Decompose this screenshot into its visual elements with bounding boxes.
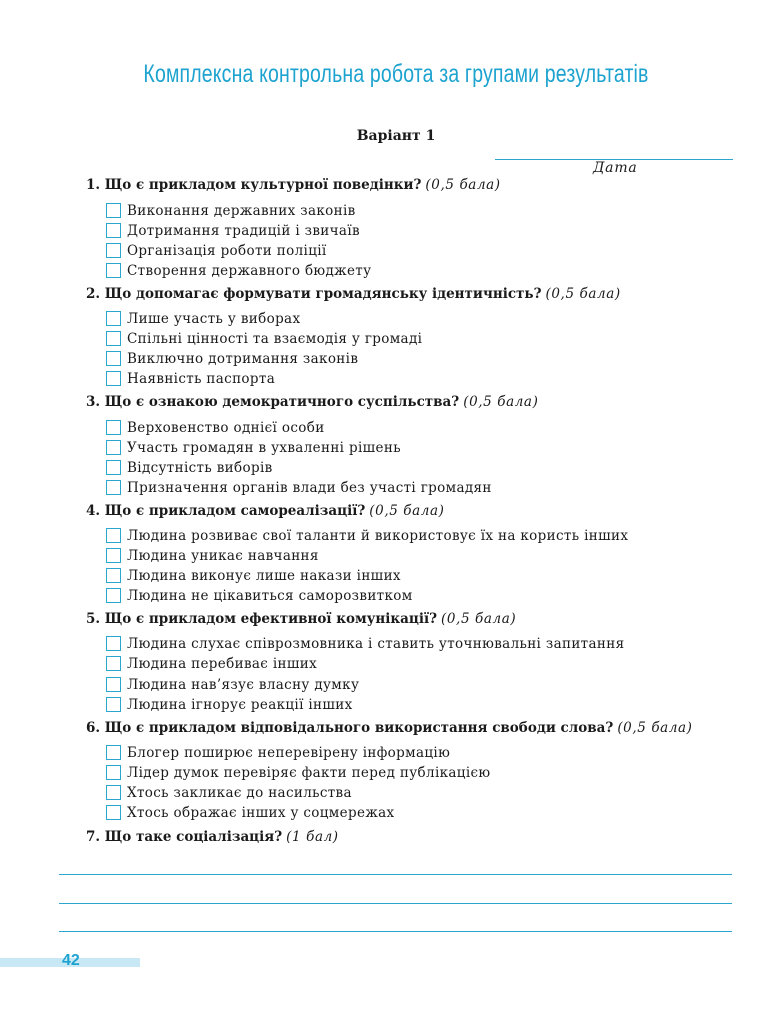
answer-line[interactable] bbox=[59, 874, 732, 875]
option-label: Людина не цікавиться саморозвитком bbox=[127, 587, 413, 604]
option-6-2[interactable] bbox=[106, 763, 491, 782]
checkbox[interactable] bbox=[106, 203, 121, 218]
option-label: Призначення органів влади без участі громадян bbox=[127, 479, 492, 496]
option-label: Виконання державних законів bbox=[127, 202, 356, 219]
option-label: Хтось ображає інших у соцмережах bbox=[127, 804, 395, 821]
option-2-2[interactable] bbox=[106, 329, 422, 348]
option-label: Спільні цінності та взаємодія у громаді bbox=[127, 330, 423, 347]
question-points: (0,5 бала) bbox=[545, 286, 621, 302]
answer-line[interactable] bbox=[59, 903, 732, 904]
date-label: Дата bbox=[593, 160, 638, 176]
option-3-4[interactable] bbox=[106, 478, 492, 497]
option-6-1[interactable] bbox=[106, 743, 450, 762]
option-label: Дотримання традицій і звичаїв bbox=[127, 222, 360, 239]
option-2-1[interactable] bbox=[106, 309, 300, 328]
option-4-4[interactable] bbox=[106, 586, 413, 605]
checkbox[interactable] bbox=[106, 785, 121, 800]
option-label: Виключно дотримання законів bbox=[127, 350, 359, 367]
question-6 bbox=[86, 720, 693, 736]
option-6-3[interactable] bbox=[106, 783, 352, 802]
question-text: 4. Що є прикладом самореалізації? bbox=[86, 503, 366, 519]
question-5 bbox=[86, 611, 516, 627]
checkbox[interactable] bbox=[106, 331, 121, 346]
option-3-2[interactable] bbox=[106, 438, 401, 457]
option-label: Людина виконує лише накази інших bbox=[127, 567, 401, 584]
option-label: Верховенство однієї особи bbox=[127, 419, 325, 436]
answer-line[interactable] bbox=[59, 931, 732, 932]
option-5-1[interactable] bbox=[106, 634, 624, 653]
option-label: Людина перебиває інших bbox=[127, 655, 318, 672]
option-label: Людина ігнорує реакції інших bbox=[127, 696, 353, 713]
checkbox[interactable] bbox=[106, 656, 121, 671]
option-label: Хтось закликає до насильства bbox=[127, 784, 352, 801]
checkbox[interactable] bbox=[106, 548, 121, 563]
option-4-2[interactable] bbox=[106, 546, 319, 565]
option-1-3[interactable] bbox=[106, 241, 327, 260]
option-3-3[interactable] bbox=[106, 458, 273, 477]
question-points: (0,5 бала) bbox=[617, 720, 693, 736]
checkbox[interactable] bbox=[106, 568, 121, 583]
question-text: 1. Що є прикладом культурної поведінки? bbox=[86, 177, 422, 193]
option-label: Наявність паспорта bbox=[127, 370, 276, 387]
question-text: 7. Що таке соціалізація? bbox=[86, 829, 283, 845]
checkbox[interactable] bbox=[106, 311, 121, 326]
question-3 bbox=[86, 394, 538, 410]
option-label: Людина слухає співрозмовника і ставить уточнювальні запитання bbox=[127, 635, 625, 652]
checkbox[interactable] bbox=[106, 745, 121, 760]
checkbox[interactable] bbox=[106, 263, 121, 278]
question-text: 3. Що є ознакою демократичного суспільства? bbox=[86, 394, 460, 410]
option-6-4[interactable] bbox=[106, 803, 394, 822]
option-label: Людина уникає навчання bbox=[127, 547, 319, 564]
option-label: Організація роботи поліції bbox=[127, 242, 327, 259]
question-text: 5. Що є прикладом ефективної комунікації? bbox=[86, 611, 437, 627]
question-4 bbox=[86, 503, 445, 519]
checkbox[interactable] bbox=[106, 243, 121, 258]
option-5-2[interactable] bbox=[106, 654, 317, 673]
checkbox[interactable] bbox=[106, 697, 121, 712]
option-label: Створення державного бюджету bbox=[127, 262, 372, 279]
question-text: 2. Що допомагає формувати громадянську ідентичність? bbox=[86, 286, 542, 302]
checkbox[interactable] bbox=[106, 440, 121, 455]
checkbox[interactable] bbox=[106, 351, 121, 366]
checkbox[interactable] bbox=[106, 460, 121, 475]
option-label: Блогер поширює неперевірену інформацію bbox=[127, 744, 451, 761]
page-title: Комплексна контрольна робота за групами результатів bbox=[143, 60, 649, 88]
checkbox[interactable] bbox=[106, 528, 121, 543]
question-points: (0,5 бала) bbox=[425, 177, 501, 193]
question-2 bbox=[86, 286, 621, 302]
checkbox[interactable] bbox=[106, 480, 121, 495]
option-label: Лідер думок перевіряє факти перед публікацією bbox=[127, 764, 491, 781]
checkbox[interactable] bbox=[106, 371, 121, 386]
variant-heading: Варіант 1 bbox=[356, 128, 436, 144]
option-1-1[interactable] bbox=[106, 201, 356, 220]
checkbox[interactable] bbox=[106, 420, 121, 435]
page-number: 42 bbox=[62, 952, 80, 969]
question-points: (0,5 бала) bbox=[441, 611, 517, 627]
question-points: (0,5 бала) bbox=[463, 394, 539, 410]
option-1-2[interactable] bbox=[106, 221, 360, 240]
option-2-4[interactable] bbox=[106, 369, 275, 388]
checkbox[interactable] bbox=[106, 765, 121, 780]
option-label: Участь громадян в ухваленні рішень bbox=[127, 439, 401, 456]
option-label: Людина розвиває свої таланти й використовує їх на користь інших bbox=[127, 527, 629, 544]
option-label: Відсутність виборів bbox=[127, 459, 273, 476]
checkbox[interactable] bbox=[106, 588, 121, 603]
option-4-3[interactable] bbox=[106, 566, 401, 585]
question-text: 6. Що є прикладом відповідального використання свободи слова? bbox=[86, 720, 614, 736]
option-5-3[interactable] bbox=[106, 675, 359, 694]
checkbox[interactable] bbox=[106, 677, 121, 692]
question-points: (0,5 бала) bbox=[369, 503, 445, 519]
option-3-1[interactable] bbox=[106, 418, 325, 437]
checkbox[interactable] bbox=[106, 805, 121, 820]
question-7 bbox=[86, 829, 339, 845]
question-1 bbox=[86, 177, 501, 193]
option-1-4[interactable] bbox=[106, 261, 371, 280]
option-label: Лише участь у виборах bbox=[127, 310, 301, 327]
checkbox[interactable] bbox=[106, 223, 121, 238]
question-points: (1 бал) bbox=[286, 829, 339, 845]
option-5-4[interactable] bbox=[106, 695, 353, 714]
option-label: Людина нав’язує власну думку bbox=[127, 676, 360, 693]
option-4-1[interactable] bbox=[106, 526, 628, 545]
checkbox[interactable] bbox=[106, 636, 121, 651]
option-2-3[interactable] bbox=[106, 349, 358, 368]
